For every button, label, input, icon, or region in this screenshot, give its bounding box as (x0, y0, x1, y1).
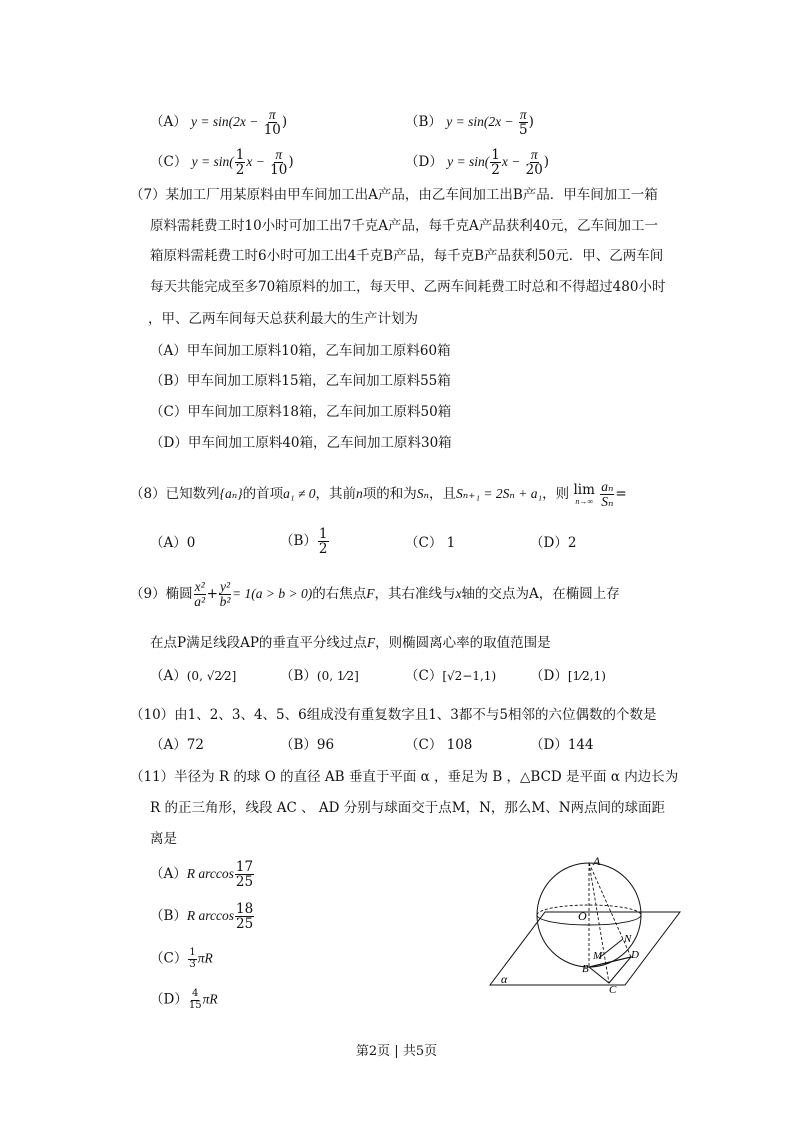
q11-sphere-figure (485, 850, 685, 995)
q9-option-a: （A）(0, √2⁄2] (150, 668, 237, 684)
label-a: A (593, 854, 601, 868)
q6-option-a-fraction: $\frac{\pi}{10}$ (263, 107, 281, 139)
q11-line-1: （11）半径为 R 的球 O 的直径 AB 垂直于平面 α ，垂足为 B ，△BCD 是平面 α 内边长为 (130, 769, 679, 785)
q6-option-b-fraction: $\frac{\pi}{5}$ (518, 107, 528, 139)
label-n: N (624, 933, 632, 945)
label-alpha: α (501, 972, 508, 986)
q9-frac-y: $\frac{\text{y²}}{\text{b²}}$ (219, 579, 231, 610)
q7-line-5: ，甲、乙两车间每天总获利最大的生产计划为 (148, 311, 418, 327)
label-m: M (593, 950, 603, 962)
q9-stem: （9）椭圆 $\frac{\text{x²}}{\text{a²}}$ + $\frac{\text{y²}}{\text{b²}}$ = 1(a > b > 0)的右焦点F，其右准线与x轴的交点为A，在椭圆上存 (130, 579, 620, 610)
q9-line-2: 在点P满足线段AP的垂直平分线过点F，则椭圆离心率的取值范围是 (150, 635, 551, 651)
q11-line-2: R 的正三角形，线段 AC 、 AD 分别与球面交于点M，N，那么M、N两点间的球面距 (150, 800, 666, 816)
q11-option-a: （A）R arccos $\frac{17}{25}$ (150, 859, 254, 891)
q9-frac-x: $\frac{\text{x²}}{\text{a²}}$ (194, 579, 206, 610)
q7-option-d: （D）甲车间加工原料40箱，乙车间加工原料30箱 (150, 435, 452, 451)
q6-option-c-half: $\frac{1}{2}$ (235, 147, 245, 179)
q11-option-c: （C） $\frac{1}{3}$ πR (150, 947, 213, 970)
label-c: C (609, 984, 617, 995)
q10-option-a: （A）72 (150, 737, 204, 753)
q7-option-a: （A）甲车间加工原料10箱，乙车间加工原料60箱 (150, 343, 451, 359)
q6-option-a-label: （A） (150, 114, 187, 131)
q10-stem: （10）由1、2、3、4、5、6组成没有重复数字且1、3都不与5相邻的六位偶数的个数是 (130, 707, 657, 723)
q9-option-b: （B）(0, 1⁄2] (280, 668, 359, 684)
q6-option-c-label: （C） (150, 154, 188, 171)
q7-line-4: 每天共能完成至多70箱原料的加工，每天甲、乙两车间耗费工时总和不得超过480小时 (150, 279, 666, 295)
q9-option-c: （C）[√2−1,1) (405, 668, 497, 684)
q7-option-c: （C）甲车间加工原料18箱，乙车间加工原料50箱 (150, 404, 452, 420)
q11-line-3: 离是 (150, 831, 177, 847)
q8-option-d: （D）2 (530, 535, 577, 551)
q6-option-c: （C） y = sin( $\frac{1}{2}$ x − $\frac{\pi}{10}$ ) (150, 147, 294, 179)
q8-option-a: （A）0 (150, 535, 196, 551)
q8-option-b: （B） $\frac{1}{2}$ (280, 526, 328, 558)
q6-option-b: （B） y = sin(2x − $\frac{\pi}{5}$ ) (405, 107, 534, 139)
q11-option-d: （D） $\frac{4}{15}$ πR (150, 988, 218, 1011)
q8-ratio: $\frac{\text{aₙ}}{\text{Sₙ}}$ (601, 479, 614, 510)
label-d: D (631, 949, 639, 961)
q9-option-d: （D）[1⁄2,1) (530, 668, 606, 684)
label-o: O (578, 909, 587, 923)
q6-option-d: （D） y = sin( $\frac{1}{2}$ x − $\frac{\pi}{20}$ ) (405, 147, 550, 179)
q7-option-b: （B）甲车间加工原料15箱，乙车间加工原料55箱 (150, 373, 451, 389)
q10-option-d: （D）144 (530, 737, 594, 753)
page-footer: 第2页 | 共5页 (355, 1044, 438, 1059)
q6-option-d-label: （D） (405, 154, 443, 171)
q8-limit: lim n→∞ (573, 481, 595, 506)
q11-option-b: （B）R arccos $\frac{18}{25}$ (150, 901, 254, 933)
q6-option-d-half: $\frac{1}{2}$ (491, 147, 500, 179)
q10-option-b: （B）96 (280, 737, 335, 753)
q8-sequence: {aₙ} (219, 486, 243, 502)
segment-mn (599, 939, 623, 958)
label-b: B (582, 963, 589, 975)
q6-option-c-fraction: $\frac{\pi}{10}$ (270, 147, 288, 179)
q7-line-1: （7）某加工厂用某原料由甲车间加工出A产品，由乙车间加工出B产品．甲车间加工一箱 (130, 187, 658, 203)
q6-option-a-expr: y = sin(2x − (191, 114, 259, 130)
q6-option-a: （A） y = sin(2x − $\frac{\pi}{10}$ ) (150, 107, 288, 139)
q8-option-c: （C） 1 (405, 535, 456, 551)
q6-option-d-fraction: $\frac{\pi}{20}$ (525, 147, 543, 179)
q7-line-3: 箱原料需耗费工时6小时可加工出4千克B产品，每千克B产品获利50元．甲、乙两车间 (150, 248, 664, 264)
q7-line-2: 原料需耗费工时10小时可加工出7千克A产品，每千克A产品获利40元，乙车间加工一 (150, 218, 658, 234)
q8-stem: （8）已知数列{aₙ}的首项a₁ ≠ 0，其前n项的和为Sₙ，且Sₙ₊₁ = 2Sₙ + a₁，则 lim n→∞ $\frac{\text{aₙ}}{\text{Sₙ}}$ = (130, 479, 627, 510)
q6-option-b-expr: y = sin(2x − (446, 114, 514, 130)
q10-option-c: （C） 108 (405, 737, 473, 753)
q6-option-b-label: （B） (405, 114, 442, 131)
